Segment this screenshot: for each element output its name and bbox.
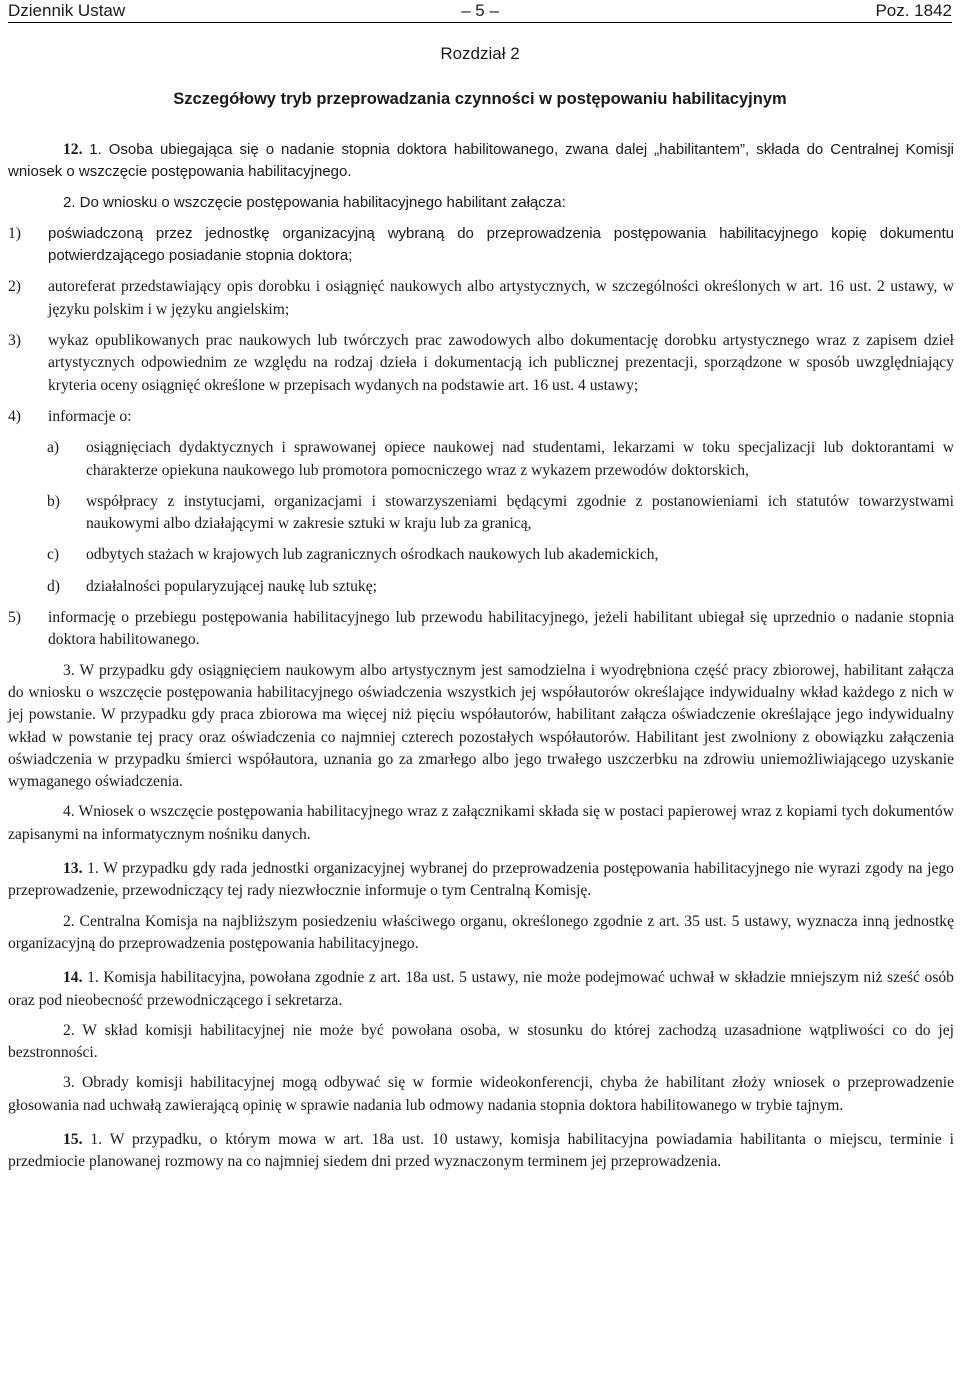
list-item: 3) wykaz opublikowanych prac naukowych lub twórczych prac zawodowych albo dokumentację dorobku artystycznego wraz z zapisem dzieł artystycznych odpowiednim ze względu na rodzaj dzieła i dokumentacją ich publicznej prezentacji, sporządzone w sposób uwzględniający kryteria oceny osiągnięć określone w przepisach wydanych na podstawie art. 16 ust. 4 ustawy; <box>8 332 954 394</box>
section-14-para-3: 3. Obrady komisji habilitacyjnej mogą odbywać się w formie wideokonferencji, chyba że habilitant złoży wniosek o przeprowadzenie głosowania nad uchwałą zawierającą opinię w sprawie nadania lub odmowy nadania stopnia doktora habilitowanego w trybie tajnym. <box>8 1074 954 1114</box>
page-header <box>8 0 952 23</box>
section-14-para-1: 14. 1. Komisja habilitacyjna, powołana zgodnie z art. 18a ust. 5 ustawy, nie może podejmować uchwał w składzie mniejszym niż sześć osób oraz pod nieobecność przewodniczącego i sekretarza. <box>8 969 954 1009</box>
section-14-number: 14. <box>63 969 83 987</box>
section-15-para-1: 15. 1. W przypadku, o którym mowa w art. 18a ust. 10 ustawy, komisja habilitacyjna powiadamia habilitanta o miejscu, terminie i przedmiocie planowanej rozmowy na co najmniej siedem dni przed wyznaczonym terminem jej przeprowadzenia. <box>8 1130 954 1171</box>
page-number: – 5 – <box>461 1 499 20</box>
list-item: 2) autoreferat przedstawiający opis dorobku i osiągnięć naukowych albo artystycznych, w szczególności określonych w art. 16 ust. 2 ustawy, w języku polskim i w języku angielskim; <box>8 278 954 318</box>
position-number: Poz. 1842 <box>875 1 952 20</box>
list-item: 1) poświadczoną przez jednostkę organizacyjną wybraną do przeprowadzenia postępowania habilitacyjnego kopię dokumentu potwierdzającego posiadanie stopnia doktora; <box>8 224 954 265</box>
sub-list-item: d) działalności popularyzującej naukę lub sztukę; <box>47 577 377 595</box>
section-12-para-3: 3. W przypadku gdy osiągnięciem naukowym albo artystycznym jest samodzielna i wyodrębniona część pracy zbiorowej, habilitant załącza do wniosku o wszczęcie postępowania habilitacyjnego oświadczenia wszystkich jej współautorów określające indywidualny wkład każdego z nich w jej powstanie. W przypadku gdy praca zbiorowa ma więcej niż pięciu współautorów, habilitant załącza oświadczenie określające jego indywidualny wkład w powstanie tej pracy oraz oświadczenia co najmniej czterech pozostałych współautorów. Habilitant jest zwolniony z obowiązku załączenia oświadczenia w przypadku śmierci współautora, uznania go za zmarłego albo jego trwałego uszczerbku na zdrowiu uniemożliwiającego uzyskanie wymaganego oświadczenia. <box>8 661 954 791</box>
sub-list-item: b) współpracy z instytucjami, organizacjami i stowarzyszeniami będącymi zgodnie z postanowieniami ich statutów towarzystwami naukowymi albo działającymi w zakresie sztuki w kraju lub za granicą, <box>47 492 954 533</box>
sub-list-item: c) odbytych stażach w krajowych lub zagranicznych ośrodkach naukowych lub akademickich, <box>47 546 659 564</box>
list-item: 4) informacje o: <box>8 407 132 425</box>
section-13-number: 13. <box>63 860 83 878</box>
section-12-para-2: 2. Do wniosku o wszczęcie postępowania habilitacyjnego habilitant załącza: <box>63 193 566 211</box>
sub-list-item: a) osiągnięciach dydaktycznych i sprawowanej opiece naukowej nad studentami, lekarzami w toku specjalizacji lub doktorantami w charakterze opiekuna naukowego lub promotora pomocniczego wraz z wykazem przewodów doktorskich, <box>47 439 954 479</box>
section-12-para-1: 12. 1. Osoba ubiegająca się o nadanie stopnia doktora habilitowanego, zwana dalej „habilitantem”, składa do Centralnej Komisji wniosek o wszczęcie postępowania habilitacyjnego. <box>8 141 954 181</box>
section-15-number: 15. <box>63 1130 83 1148</box>
section-14-para-2: 2. W skład komisji habilitacyjnej nie może być powołana osoba, w stosunku do której zachodzą uzasadnione wątpliwości co do jej bezstronności. <box>8 1021 954 1062</box>
section-12-number: 12. <box>63 141 83 158</box>
section-13-para-1: 13. 1. W przypadku gdy rada jednostki organizacyjnej wybranej do przeprowadzenia postępowania habilitacyjnego nie wyrazi zgody na jego przeprowadzenie, przewodniczący tej rady niezwłocznie informuje o tym Centralną Komisję. <box>8 860 954 900</box>
journal-name: Dziennik Ustaw <box>8 1 126 20</box>
chapter-number: Rozdział 2 <box>440 44 520 63</box>
chapter-title: Szczegółowy tryb przeprowadzania czynności w postępowaniu habilitacyjnym <box>173 90 787 108</box>
section-12-para-4: 4. Wniosek o wszczęcie postępowania habilitacyjnego wraz z załącznikami składa się w postaci papierowej wraz z kopiami tych dokumentów zapisanymi na informatycznym nośniku danych. <box>8 803 954 843</box>
section-13-para-2: 2. Centralna Komisja na najbliższym posiedzeniu właściwego organu, określonego zgodnie z art. 35 ust. 5 ustawy, wyznacza inną jednostkę organizacyjną do przeprowadzenia postępowania habilitacyjnego. <box>8 912 954 952</box>
list-item: 5) informację o przebiegu postępowania habilitacyjnego lub przewodu habilitacyjnego, jeżeli habilitant ubiegał się uprzednio o nadanie stopnia doktora habilitowanego. <box>8 609 954 649</box>
document-body <box>8 139 954 1174</box>
